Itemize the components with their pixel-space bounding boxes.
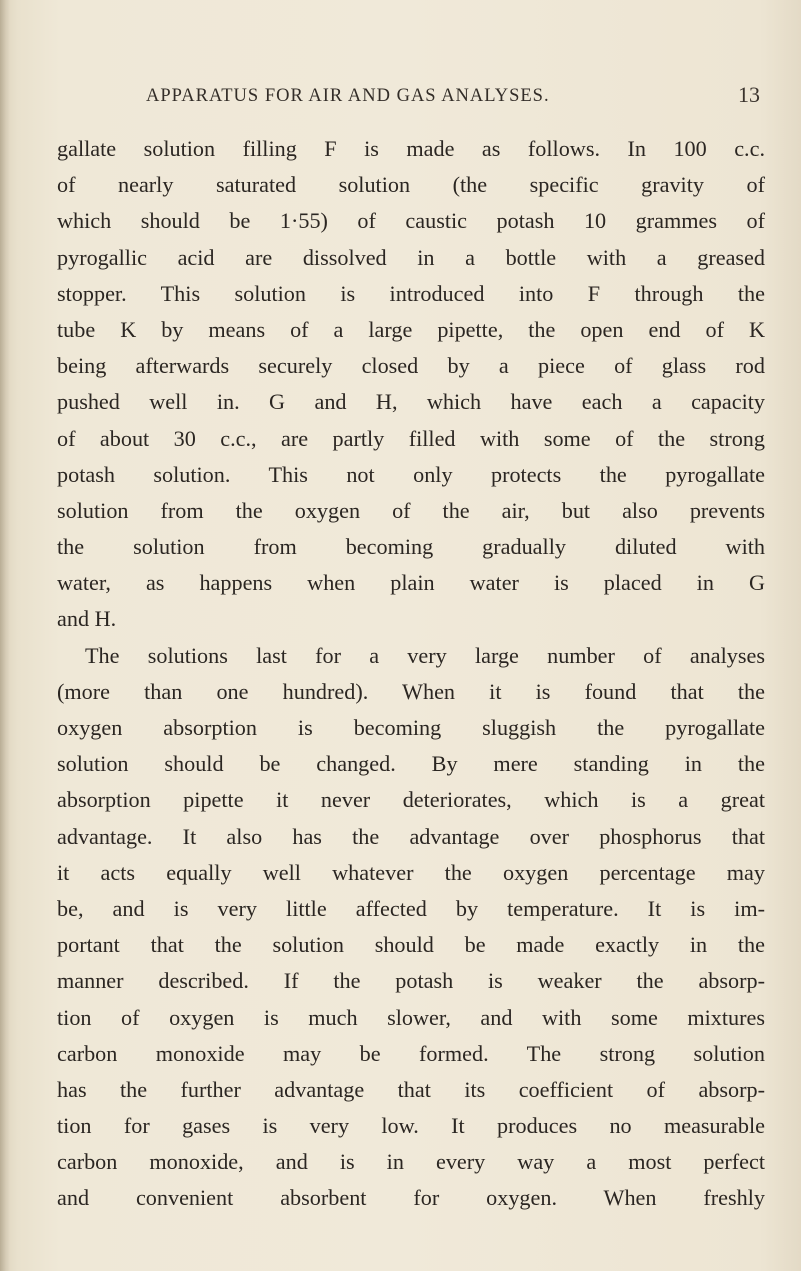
text-line: which should be 1·55) of caustic potash 10 grammes of [57,208,765,234]
text-line: being afterwards securely closed by a piece of glass rod [57,353,765,379]
text-line: pushed well in. G and H, which have each a capacity [57,389,765,415]
text-line: advantage. It also has the advantage over phosphorus that [57,823,765,849]
text-line: stopper. This solution is introduced into F through the [57,280,765,306]
text-line: it acts equally well whatever the oxygen percentage may [57,859,765,885]
text-line: absorption pipette it never deteriorates, which is a great [57,787,765,813]
text-line: solution should be changed. By mere standing in the [57,751,765,777]
text-line: oxygen absorption is becoming sluggish the pyrogallate [57,715,765,740]
text-line: pyrogallic acid are dissolved in a bottle with a greased [57,244,765,270]
text-line: tube K by means of a large pipette, the open end of K [57,316,765,342]
text-line-paragraph-end: and H. [57,606,117,632]
text-line: of nearly saturated solution (the specific gravity of [57,172,765,198]
text-line: carbon monoxide may be formed. The strong solution [57,1040,765,1066]
text-line: and convenient absorbent for oxygen. When freshly [57,1185,765,1211]
text-line: gallate solution filling F is made as follows. In 100 c.c. [57,136,765,161]
text-line: manner described. If the potash is weaker the absorp- [57,968,765,994]
binding-gutter-shadow [0,0,10,1271]
text-line: tion for gases is very low. It produces no measurable [57,1113,765,1139]
text-line: tion of oxygen is much slower, and with some mixtures [57,1004,765,1030]
text-line: has the further advantage that its coefficient of absorp- [57,1076,765,1102]
text-line: of about 30 c.c., are partly filled with some of the strong [57,425,765,451]
text-line: (more than one hundred). When it is found that the [57,678,765,704]
page-number: 13 [738,82,760,107]
body-text [57,131,765,1217]
running-header-title: APPARATUS FOR AIR AND GAS ANALYSES. [146,86,550,106]
text-line: solution from the oxygen of the air, but also prevents [57,497,765,523]
text-line: portant that the solution should be made exactly in the [57,932,765,958]
text-line: water, as happens when plain water is placed in G [57,570,765,596]
text-line: carbon monoxide, and is in every way a most perfect [57,1149,765,1175]
text-line: the solution from becoming gradually diluted with [57,534,765,560]
text-line: potash solution. This not only protects the pyrogallate [57,461,765,487]
text-line-paragraph-start: The solutions last for a very large number of analyses [85,642,765,668]
text-line: be, and is very little affected by temperature. It is im- [57,895,765,921]
